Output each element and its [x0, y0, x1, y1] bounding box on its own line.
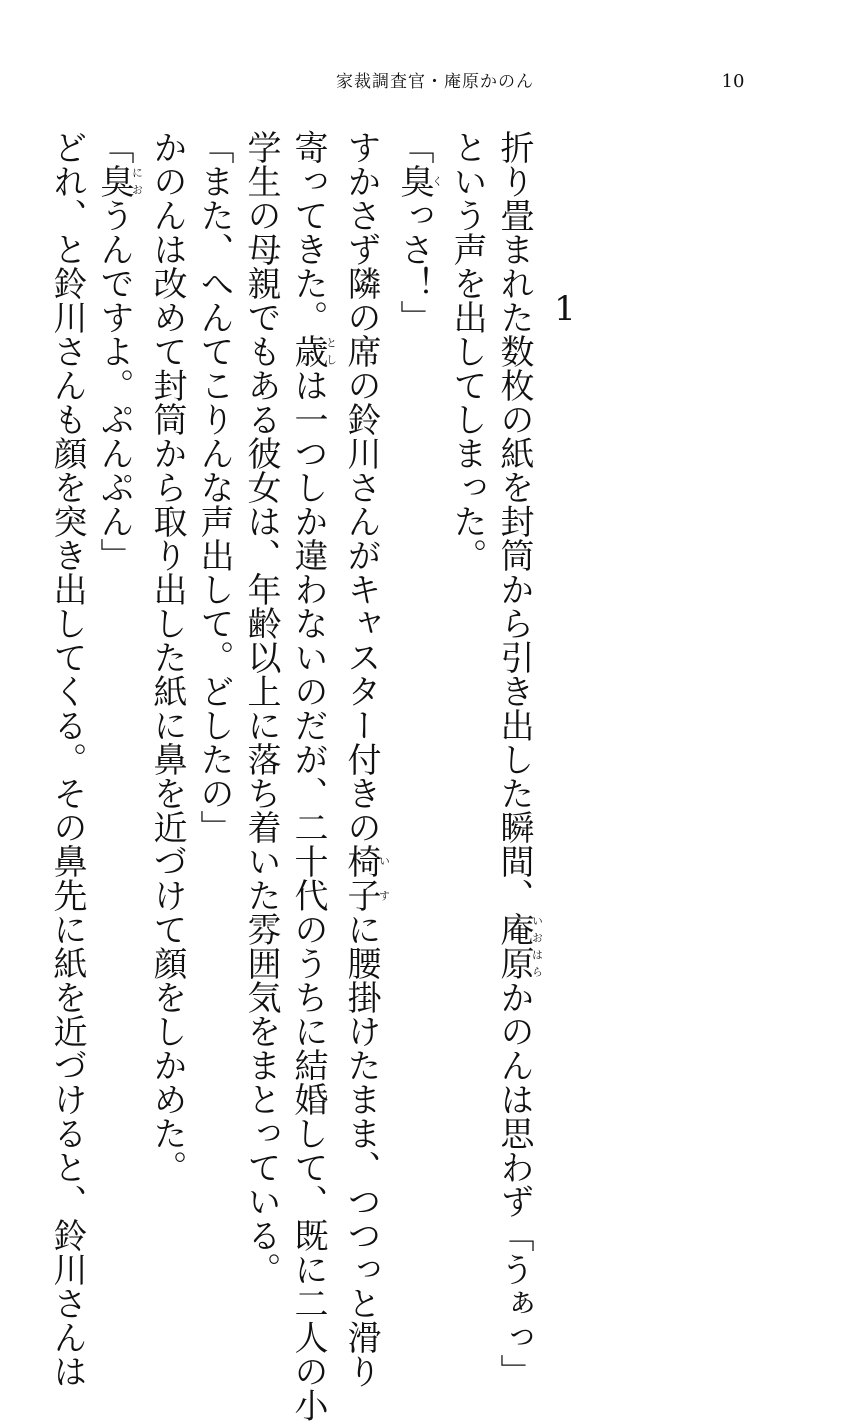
ruby-annotation: [94, 164, 144, 198]
ruby-text: いす: [377, 844, 391, 912]
body-line: [143, 130, 190, 1184]
body-text-segment: どれ、と鈴川さんも顔を突き出してくる。その鼻先に紙を近づけると、鈴川さんは: [47, 130, 87, 1388]
ruby-annotation: [341, 844, 391, 912]
running-head-title: 家裁調査官・庵原かのん: [336, 72, 534, 92]
ruby-base: 庵原: [494, 912, 534, 980]
body-line: [490, 130, 544, 1388]
body-line: [90, 130, 143, 1130]
body-text-segment: 「また、へんてこりんな声出して。どしたの」: [194, 130, 234, 844]
body-line: [443, 130, 490, 1130]
body-text-segment: 折り畳まれた数枚の紙を封筒から引き出した瞬間、: [494, 130, 534, 912]
ruby-base: 臭: [394, 164, 434, 198]
body-text-segment: かのんは思わず「うぁっ」: [494, 980, 534, 1388]
body-text-segment: 寄ってきた。: [288, 130, 328, 334]
body-line: [237, 130, 284, 1286]
ruby-text: く: [430, 164, 444, 198]
ruby-text: いおはら: [530, 912, 544, 980]
ruby-base: 臭: [94, 164, 134, 198]
body-line: [337, 130, 391, 1388]
chapter-number: 1: [554, 289, 576, 329]
body-line: [390, 130, 443, 1130]
body-text-segment: という声を出してしまった。: [447, 130, 487, 572]
ruby-annotation: [288, 334, 338, 368]
ruby-base: 椅子: [341, 844, 381, 912]
ruby-annotation: [394, 164, 444, 198]
body-text-segment: に腰掛けたまま、つつっと滑り: [341, 912, 381, 1388]
body-text-segment: 「: [394, 130, 434, 164]
ruby-base: 歳: [288, 334, 328, 368]
body-line: [190, 130, 237, 1130]
body-text-segment: 学生の母親でもある彼女は、年齢以上に落ち着いた雰囲気をまとっている。: [241, 130, 281, 1286]
body-text-segment: は一つしか違わないのだが、二十代のうちに結婚して、既に二人の小: [288, 368, 328, 1422]
body-text-segment: うんですよ。ぷんぷん」: [94, 198, 134, 572]
vertical-body-text: [43, 130, 544, 1422]
page-number: 10: [721, 71, 745, 92]
ruby-annotation: [494, 912, 544, 980]
ruby-text: とし: [324, 334, 338, 368]
body-text-segment: かのんは改めて封筒から取り出した紙に鼻を近づけて顔をしかめた。: [147, 130, 187, 1184]
body-text-segment: っさ！」: [394, 198, 434, 334]
body-line: [284, 130, 338, 1422]
body-text-segment: すかさず隣の席の鈴川さんがキャスター付きの: [341, 130, 381, 844]
body-line: [43, 130, 90, 1388]
body-text-segment: 「: [94, 130, 134, 164]
ruby-text: にお: [130, 164, 144, 198]
